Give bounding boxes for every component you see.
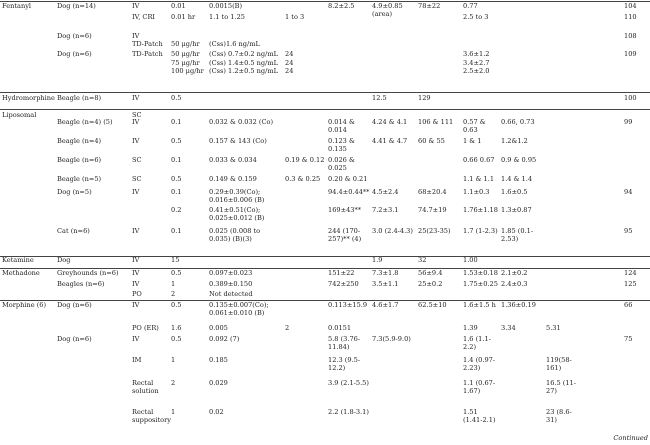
cell-cmax: 0.005 xyxy=(209,324,228,332)
cell-route: Rectal suppository xyxy=(132,408,172,424)
cell-species: Dog (n=6) xyxy=(57,301,92,309)
cell-route: IV xyxy=(132,227,140,235)
cell-thalf: 2.2 (1.8-3.1) xyxy=(328,408,369,416)
cell-species: Dog (n=6) xyxy=(57,32,92,40)
cell-dose: 75 μg/hr xyxy=(171,59,200,67)
cell-thalf: 0.20 & 0.21 xyxy=(328,175,368,183)
cell-f: 0.57 & 0.63 xyxy=(463,118,486,134)
cell-vd: 4.5±2.4 xyxy=(372,188,399,196)
cell-cl: 25(23-35) xyxy=(418,227,451,235)
cell-f: 1.51 (1.41-2.1) xyxy=(463,408,496,424)
cell-g: 0.9 & 0.95 xyxy=(501,156,537,164)
cell-species: Dog (n=6) xyxy=(57,50,92,58)
cell-thalf: 0.026 & 0.025 xyxy=(328,156,355,172)
cell-ref: 109 xyxy=(624,50,637,58)
cell-dose: 0.5 xyxy=(171,137,182,145)
cell-route: SC xyxy=(132,156,142,164)
cell-cmax: 0.135±0.007(Co); 0.061±0.010 (B) xyxy=(209,301,269,317)
cell-vd: 4.24 & 4.1 xyxy=(372,118,408,126)
cell-ref: 104 xyxy=(624,2,637,10)
cell-ref: 75 xyxy=(624,335,633,343)
cell-f: 1 & 1 xyxy=(463,137,482,145)
cell-dose: 0.01 xyxy=(171,2,186,10)
cell-f: 3.6±1.2 xyxy=(463,50,490,58)
cell-f: 1.1±0.3 xyxy=(463,188,490,196)
cell-cmax: 0.025 (0.008 to 0.035) (B)(3) xyxy=(209,227,261,243)
cell-dose: 15 xyxy=(171,256,180,264)
cell-h: 119(58-161) xyxy=(546,356,572,372)
table-top-rule xyxy=(0,1,650,2)
cell-cmax: 0.032 & 0.032 (Co) xyxy=(209,118,274,126)
cell-species: Beagles (n=6) xyxy=(57,280,105,288)
cell-g: 1.2&1.2 xyxy=(501,137,528,145)
cell-route: IV xyxy=(132,118,140,126)
cell-ref: 95 xyxy=(624,227,633,235)
cell-cmax: Not detected xyxy=(209,290,253,298)
cell-dose: 50 μg/hr xyxy=(171,50,200,58)
cell-vd: 3.0 (2.4-4.3) xyxy=(372,227,413,235)
cell-g: 1.3±0.87 xyxy=(501,206,532,214)
cell-route: IV xyxy=(132,256,140,264)
section-divider xyxy=(0,300,650,301)
cell-ref: 124 xyxy=(624,269,637,277)
cell-f: 1.1 (0.67-1.67) xyxy=(463,379,496,395)
cell-thalf: 8.2±2.5 xyxy=(328,2,355,10)
cell-dose: 0.1 xyxy=(171,118,182,126)
cell-cmax: 0.033 & 0.034 xyxy=(209,156,257,164)
cell-cl: 25±0.2 xyxy=(418,280,443,288)
cell-dose: 0.5 xyxy=(171,175,182,183)
cell-vd: 4.41 & 4.7 xyxy=(372,137,408,145)
cell-cmax: 0.41±0.51(Co); 0.025±0.012 (B) xyxy=(209,206,265,222)
cell-species: Beagle (n=5) xyxy=(57,175,102,183)
cell-dose: 100 μg/hr xyxy=(171,67,204,75)
cell-thalf: 244 (170-257)** (4) xyxy=(328,227,362,243)
cell-g: 1.6±0.5 xyxy=(501,188,528,196)
cell-cl: 74.7±19 xyxy=(418,206,447,214)
cell-tmax: 1 to 3 xyxy=(285,13,305,21)
cell-species: Dog xyxy=(57,256,71,264)
cell-f: 1.53±0.18 xyxy=(463,269,498,277)
cell-cl: 78±22 xyxy=(418,2,441,10)
cell-dose: 0.1 xyxy=(171,156,182,164)
cell-f: 1.7 (1-2.3) xyxy=(463,227,498,235)
cell-h: 5.31 xyxy=(546,324,561,332)
cell-dose: 50 μg/hr xyxy=(171,40,200,48)
cell-f: 3.4±2.7 xyxy=(463,59,490,67)
cell-drug: Methadone xyxy=(2,269,40,277)
continued-label: Continued xyxy=(613,434,648,442)
cell-cl: 32 xyxy=(418,256,427,264)
cell-h: 16.5 (11-27) xyxy=(546,379,576,395)
cell-species: Beagle (n=4) (5) xyxy=(57,118,113,126)
cell-dose: 1.6 xyxy=(171,324,182,332)
cell-f: 1.39 xyxy=(463,324,478,332)
cell-cmax: 1.1 to 1.25 xyxy=(209,13,245,21)
section-divider xyxy=(0,109,650,110)
cell-vd: 4.6±1.7 xyxy=(372,301,399,309)
cell-h: 23 (8.6-31) xyxy=(546,408,572,424)
cell-drug: Hydromorphine xyxy=(2,94,55,102)
cell-cmax: (Css) 0.7±0.2 ng/mL xyxy=(209,50,278,58)
cell-dose: 0.5 xyxy=(171,301,182,309)
cell-cmax: (Css)1.6 ng/mL xyxy=(209,40,260,48)
cell-f: 1.4 (0.97-2.23) xyxy=(463,356,496,372)
cell-cmax: 0.149 & 0.159 xyxy=(209,175,257,183)
cell-tmax: 0.3 & 0.25 xyxy=(285,175,321,183)
cell-ref: 94 xyxy=(624,188,633,196)
cell-route: IV, CRI xyxy=(132,13,156,21)
cell-cmax: 0.0015(B) xyxy=(209,2,243,10)
cell-thalf: 742±250 xyxy=(328,280,359,288)
cell-f: 2.5 to 3 xyxy=(463,13,489,21)
cell-vd: 7.3±1.8 xyxy=(372,269,399,277)
cell-cmax: 0.092 (7) xyxy=(209,335,240,343)
cell-route: IV xyxy=(132,137,140,145)
cell-species: Dog (n=5) xyxy=(57,188,92,196)
cell-g: 1.36±0.19 xyxy=(501,301,536,309)
cell-cmax: 0.029 xyxy=(209,379,228,387)
cell-route: IV xyxy=(132,301,140,309)
cell-f: 0.66 0.67 xyxy=(463,156,495,164)
cell-route: PO xyxy=(132,290,142,298)
cell-drug: Morphine (6) xyxy=(2,301,47,309)
cell-species: Cat (n=6) xyxy=(57,227,90,235)
cell-ref: 110 xyxy=(624,13,637,21)
cell-species: Dog (n=14) xyxy=(57,2,96,10)
cell-f: 1.75±0.25 xyxy=(463,280,498,288)
cell-ref: 108 xyxy=(624,32,637,40)
cell-cmax: (Css) 1.2±0.5 ng/mL xyxy=(209,67,278,75)
cell-tmax: 24 xyxy=(285,67,294,75)
cell-vd: 3.5±1.1 xyxy=(372,280,399,288)
cell-route: IV xyxy=(132,2,140,10)
cell-cmax: 0.097±0.023 xyxy=(209,269,253,277)
cell-g: 0.66, 0.73 xyxy=(501,118,535,126)
cell-vd: 1.9 xyxy=(372,256,383,264)
cell-route: IV xyxy=(132,32,140,40)
cell-species: Beagle (n=6) xyxy=(57,156,102,164)
cell-drug: Ketamine xyxy=(2,256,34,264)
cell-g: 2.4±0.3 xyxy=(501,280,528,288)
cell-f: 2.5±2.0 xyxy=(463,67,490,75)
cell-tmax: 0.19 & 0.12 xyxy=(285,156,325,164)
cell-cmax: 0.29±0.39(Co); 0.016±0.006 (B) xyxy=(209,188,265,204)
cell-tmax: 24 xyxy=(285,50,294,58)
cell-f: 1.6 (1.1-2.2) xyxy=(463,335,491,351)
cell-tmax: 2 xyxy=(285,324,290,332)
cell-tmax: 24 xyxy=(285,59,294,67)
cell-dose: 2 xyxy=(171,290,176,298)
cell-vd: 7.2±3.1 xyxy=(372,206,399,214)
cell-cl: 62.5±10 xyxy=(418,301,447,309)
cell-dose: 1 xyxy=(171,408,176,416)
cell-species: Dog (n=6) xyxy=(57,335,92,343)
cell-thalf: 5.8 (3.76-11.84) xyxy=(328,335,361,351)
cell-g: 1.4 & 1.4 xyxy=(501,175,533,183)
section-divider xyxy=(0,92,650,93)
cell-dose: 0.1 xyxy=(171,227,182,235)
cell-dose: 2 xyxy=(171,379,176,387)
cell-f: 1.76±1.18 xyxy=(463,206,498,214)
cell-species: Beagle (n=4) xyxy=(57,137,102,145)
cell-cmax: 0.389±0.150 xyxy=(209,280,253,288)
cell-ref: 66 xyxy=(624,301,633,309)
cell-cmax: (Css) 1.4±0.5 ng/mL xyxy=(209,59,278,67)
cell-dose: 0.5 xyxy=(171,94,182,102)
cell-thalf: 0.0151 xyxy=(328,324,352,332)
cell-route: IV xyxy=(132,188,140,196)
cell-thalf: 3.9 (2.1-5.5) xyxy=(328,379,369,387)
cell-cmax: 0.185 xyxy=(209,356,228,364)
cell-cl: 56±9.4 xyxy=(418,269,443,277)
cell-thalf: 94.4±0.44** xyxy=(328,188,370,196)
cell-route: SC xyxy=(132,111,142,119)
cell-vd: 7.3(5.9-9.0) xyxy=(372,335,411,343)
cell-g: 2.1±0.2 xyxy=(501,269,528,277)
cell-route: TD-Patch xyxy=(132,50,163,58)
cell-dose: 1 xyxy=(171,280,176,288)
cell-f: 1.6±1.5 h xyxy=(463,301,496,309)
cell-thalf: 0.123 & 0.135 xyxy=(328,137,355,153)
cell-species: Greyhounds (n=6) xyxy=(57,269,119,277)
cell-dose: 0.2 xyxy=(171,206,182,214)
cell-vd: 4.9±0.85 (area) xyxy=(372,2,403,18)
cell-cmax: 0.157 & 143 (Co) xyxy=(209,137,267,145)
cell-route: TD-Patch xyxy=(132,40,163,48)
cell-g: 1.85 (0.1-2.53) xyxy=(501,227,534,243)
cell-cl: 129 xyxy=(418,94,431,102)
cell-dose: 0.1 xyxy=(171,188,182,196)
cell-route: IM xyxy=(132,356,142,364)
cell-thalf: 0.014 & 0.014 xyxy=(328,118,355,134)
cell-thalf: 0.113±15.9 xyxy=(328,301,368,309)
cell-route: IV xyxy=(132,94,140,102)
cell-dose: 0.5 xyxy=(171,269,182,277)
cell-route: Rectal solution xyxy=(132,379,159,395)
cell-dose: 1 xyxy=(171,356,176,364)
cell-cl: 68±20.4 xyxy=(418,188,447,196)
cell-g: 3.34 xyxy=(501,324,516,332)
cell-thalf: 12.3 (9.5-12.2) xyxy=(328,356,361,372)
cell-f: 0.77 xyxy=(463,2,478,10)
cell-vd: 12.5 xyxy=(372,94,387,102)
cell-route: SC xyxy=(132,175,142,183)
cell-route: IV xyxy=(132,269,140,277)
cell-ref: 125 xyxy=(624,280,637,288)
cell-cl: 106 & 111 xyxy=(418,118,454,126)
cell-f: 1.1 & 1.1 xyxy=(463,175,495,183)
cell-thalf: 151±22 xyxy=(328,269,355,277)
cell-thalf: 169±43** xyxy=(328,206,362,214)
cell-route: IV xyxy=(132,280,140,288)
cell-route: IV xyxy=(132,335,140,343)
cell-cmax: 0.02 xyxy=(209,408,224,416)
cell-f: 1.00 xyxy=(463,256,478,264)
cell-dose: 0.5 xyxy=(171,335,182,343)
cell-drug: Liposomal xyxy=(2,111,37,119)
cell-species: Beagle (n=8) xyxy=(57,94,102,102)
cell-ref: 100 xyxy=(624,94,637,102)
cell-ref: 99 xyxy=(624,118,633,126)
cell-dose: 0.01 hr xyxy=(171,13,196,21)
cell-route: PO (ER) xyxy=(132,324,159,332)
cell-cl: 60 & 55 xyxy=(418,137,445,145)
cell-drug: Fentanyl xyxy=(2,2,32,10)
